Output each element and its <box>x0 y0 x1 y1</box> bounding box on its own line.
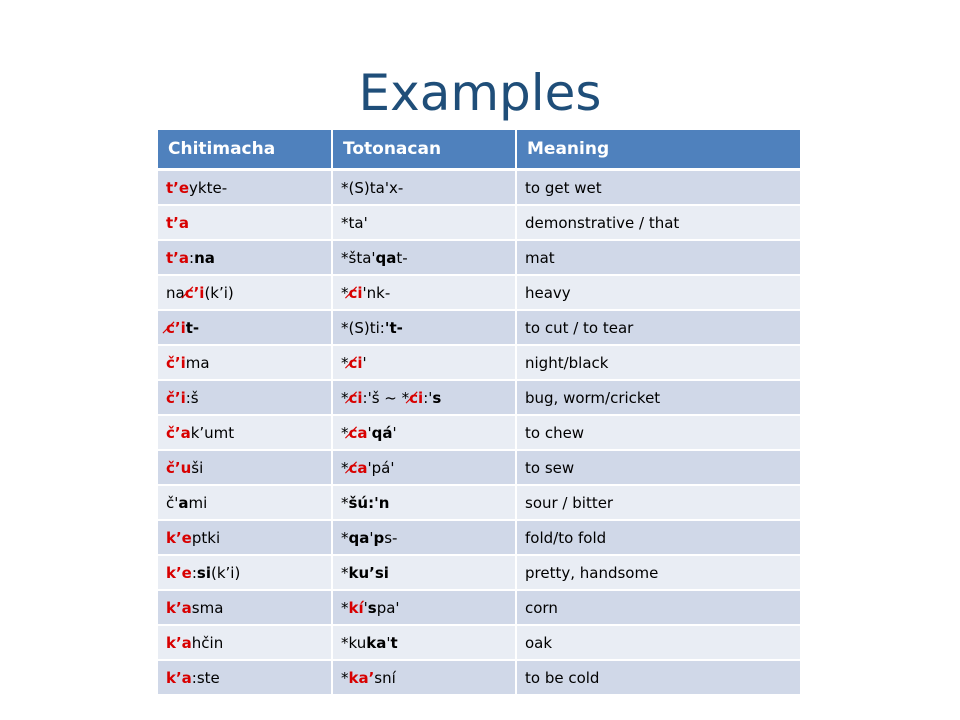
cell-segment: :'š ~ * <box>362 388 410 407</box>
cell-segment: č' <box>166 493 179 512</box>
cell-segment: ta <box>369 178 385 197</box>
totonacan-cell <box>332 450 516 485</box>
table-row <box>158 415 801 450</box>
cell-segment: *(S) <box>341 318 370 337</box>
meaning-cell: sour / bitter <box>516 485 801 520</box>
cell-segment: mi <box>188 493 208 512</box>
meaning-cell: heavy <box>516 275 801 310</box>
chitimacha-cell <box>158 345 332 380</box>
cell-segment: c̸a <box>348 423 368 442</box>
cell-segment: ' <box>363 598 368 617</box>
cell-segment: (k’i) <box>204 283 234 302</box>
cell-segment: qa <box>375 248 397 267</box>
cell-segment: na <box>166 283 185 302</box>
table-row <box>158 485 801 520</box>
meaning-cell: oak <box>516 625 801 660</box>
table-row <box>158 555 801 590</box>
chitimacha-cell <box>158 275 332 310</box>
meaning-cell: to sew <box>516 450 801 485</box>
chitimacha-cell <box>158 380 332 415</box>
cell-segment: ptki <box>191 528 221 547</box>
cell-segment: k’umt <box>190 423 235 442</box>
cell-segment: * <box>341 388 349 407</box>
header-meaning: Meaning <box>516 130 801 170</box>
chitimacha-cell <box>158 450 332 485</box>
cell-segment: : <box>379 318 385 337</box>
chitimacha-cell <box>158 520 332 555</box>
cell-segment: : <box>189 248 195 267</box>
meaning-cell: mat <box>516 240 801 275</box>
cell-segment: ykte- <box>189 178 228 197</box>
table-row <box>158 345 801 380</box>
cell-segment: sní <box>374 668 396 687</box>
cell-segment: a <box>178 493 189 512</box>
meaning-cell: bug, worm/cricket <box>516 380 801 415</box>
totonacan-cell <box>332 310 516 345</box>
cell-segment: ' <box>384 178 389 197</box>
header-totonacan: Totonacan <box>332 130 516 170</box>
chitimacha-cell <box>158 555 332 590</box>
cell-segment: k’e <box>166 528 192 547</box>
cell-segment: s <box>432 388 442 407</box>
meaning-cell: corn <box>516 590 801 625</box>
meaning-cell: demonstrative / that <box>516 205 801 240</box>
cell-segment: :š <box>185 388 199 407</box>
cell-segment: t <box>390 633 398 652</box>
totonacan-cell <box>332 345 516 380</box>
chitimacha-cell <box>158 660 332 695</box>
totonacan-cell <box>332 555 516 590</box>
chitimacha-cell <box>158 310 332 345</box>
cell-segment: s- <box>384 528 398 547</box>
totonacan-cell <box>332 520 516 555</box>
cell-segment: ka’ <box>348 668 375 687</box>
cell-segment: c̸i <box>348 353 363 372</box>
cell-segment: qá <box>371 423 393 442</box>
cell-segment: ku’si <box>348 563 389 582</box>
meaning-cell: fold/to fold <box>516 520 801 555</box>
cell-segment: c̸i <box>348 388 363 407</box>
meaning-cell: to be cold <box>516 660 801 695</box>
chitimacha-cell <box>158 625 332 660</box>
cell-segment: : <box>191 563 197 582</box>
cell-segment: * <box>341 598 349 617</box>
cell-segment: ta <box>348 213 364 232</box>
totonacan-cell <box>332 660 516 695</box>
cell-segment: č’i <box>166 388 186 407</box>
cell-segment: :' <box>423 388 433 407</box>
cell-segment: t’a <box>166 248 189 267</box>
cell-segment: * <box>341 423 349 442</box>
meaning-cell: to cut / to tear <box>516 310 801 345</box>
totonacan-cell <box>332 205 516 240</box>
cell-segment: :ste <box>191 668 220 687</box>
cell-segment: * <box>341 528 349 547</box>
cell-segment: p <box>373 528 385 547</box>
cell-segment: * <box>341 563 349 582</box>
cell-segment: ' <box>371 248 376 267</box>
cell-segment: c̸’i <box>166 318 186 337</box>
cell-segment: 'nk- <box>362 283 391 302</box>
totonacan-cell <box>332 415 516 450</box>
cell-segment: *ku <box>341 633 367 652</box>
cell-segment: *š <box>341 248 357 267</box>
cell-segment: šú:'n <box>348 493 390 512</box>
totonacan-cell <box>332 590 516 625</box>
cell-segment: hčin <box>191 633 224 652</box>
cell-segment: ' <box>386 633 391 652</box>
cell-segment: č’i <box>166 353 186 372</box>
cell-segment: * <box>341 353 349 372</box>
cell-segment: c̸a <box>348 458 368 477</box>
slide-title: Examples <box>358 64 602 122</box>
cell-segment: *(S) <box>341 178 370 197</box>
cell-segment: * <box>341 668 349 687</box>
cell-segment: ši <box>191 458 204 477</box>
examples-table <box>158 130 802 696</box>
cell-segment: x- <box>388 178 404 197</box>
cell-segment: k’a <box>166 668 192 687</box>
cell-segment: 't- <box>384 318 403 337</box>
cell-segment: ' <box>369 528 374 547</box>
cell-segment: * <box>341 493 349 512</box>
chitimacha-cell <box>158 240 332 275</box>
table-row <box>158 170 801 206</box>
table-row <box>158 590 801 625</box>
cell-segment: s <box>367 598 377 617</box>
cell-segment: c̸i <box>409 388 424 407</box>
cell-segment: ' <box>367 423 372 442</box>
totonacan-cell <box>332 240 516 275</box>
chitimacha-cell <box>158 485 332 520</box>
meaning-cell: to chew <box>516 415 801 450</box>
cell-segment: ta <box>356 248 372 267</box>
cell-segment: * <box>341 213 349 232</box>
chitimacha-cell <box>158 590 332 625</box>
cell-segment: qa <box>348 528 370 547</box>
cell-segment: ti <box>369 318 380 337</box>
cell-segment: t- <box>396 248 408 267</box>
meaning-cell: night/black <box>516 345 801 380</box>
table-header-row <box>158 130 801 170</box>
header-chitimacha: Chitimacha <box>158 130 332 170</box>
chitimacha-cell <box>158 205 332 240</box>
cell-segment: č’u <box>166 458 192 477</box>
cell-segment: kí <box>348 598 364 617</box>
cell-segment: (k’i) <box>211 563 241 582</box>
chitimacha-cell <box>158 415 332 450</box>
cell-segment: c̸’i <box>184 283 205 302</box>
cell-segment: ma <box>185 353 210 372</box>
cell-segment: ' <box>363 213 368 232</box>
totonacan-cell <box>332 380 516 415</box>
cell-segment: č’a <box>166 423 191 442</box>
cell-segment: t’a <box>166 213 189 232</box>
cell-segment: t- <box>185 318 200 337</box>
totonacan-cell <box>332 275 516 310</box>
meaning-cell: pretty, handsome <box>516 555 801 590</box>
table-row <box>158 310 801 345</box>
chitimacha-cell <box>158 170 332 206</box>
table-row <box>158 660 801 695</box>
cell-segment: ' <box>362 353 367 372</box>
cell-segment: k’a <box>166 633 192 652</box>
table-row <box>158 380 801 415</box>
table-row <box>158 520 801 555</box>
cell-segment: k’e <box>166 563 192 582</box>
table-body <box>158 170 801 696</box>
table-row <box>158 240 801 275</box>
totonacan-cell <box>332 485 516 520</box>
totonacan-cell <box>332 170 516 206</box>
cell-segment: na <box>194 248 215 267</box>
table-row <box>158 625 801 660</box>
cell-segment: ka <box>366 633 387 652</box>
cell-segment: k’a <box>166 598 192 617</box>
meaning-cell: to get wet <box>516 170 801 206</box>
cell-segment: c̸i <box>348 283 363 302</box>
table-row <box>158 205 801 240</box>
cell-segment: t’e <box>166 178 190 197</box>
cell-segment: 'pá' <box>367 458 395 477</box>
cell-segment: si <box>196 563 211 582</box>
cell-segment: * <box>341 458 349 477</box>
cell-segment: sma <box>191 598 224 617</box>
cell-segment: pa' <box>376 598 400 617</box>
cell-segment: * <box>341 283 349 302</box>
totonacan-cell <box>332 625 516 660</box>
table-row <box>158 275 801 310</box>
cell-segment: ' <box>392 423 397 442</box>
table-row <box>158 450 801 485</box>
